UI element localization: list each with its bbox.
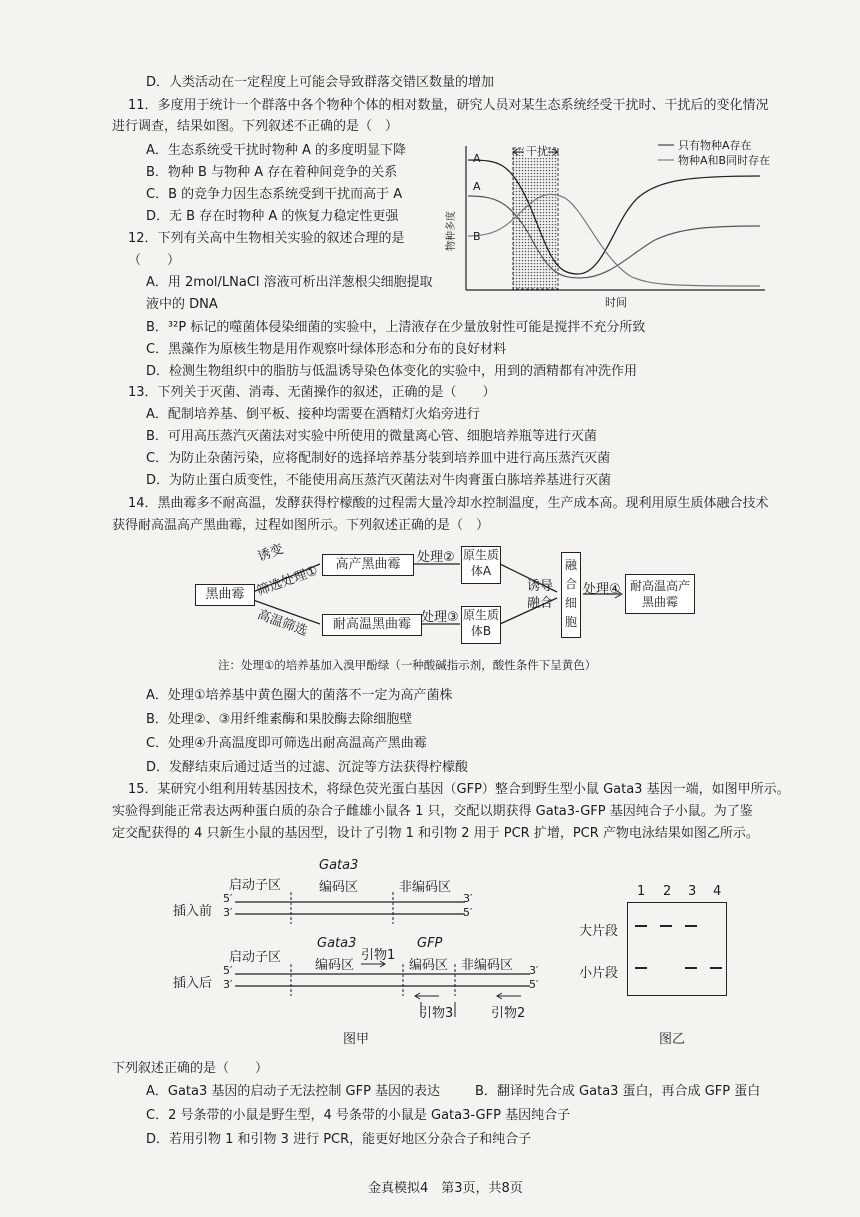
primer3-label: 引物3 (419, 1006, 454, 1021)
after-gata3: Gata3 (317, 936, 357, 951)
q14-flow-diagram (195, 542, 735, 648)
q12-option-d: D．检测生物组织中的脂肪与低温诱导染色体变化的实验中，用到的酒精都有冲洗作用 (146, 364, 638, 379)
node-high-yield: 高产黑曲霉 (322, 554, 414, 576)
q13-stem: 13．下列关于灭菌、消毒、无菌操作的叙述，正确的是（ ） (128, 385, 496, 400)
q11-stem-line2: 进行调查，结果如图。下列叙述不正确的是（ ） (112, 119, 399, 134)
after-gfp: GFP (417, 936, 443, 951)
curve-label-a2: A (473, 180, 481, 193)
q13-option-d: D．为防止蛋白质变性，不能使用高压蒸汽灭菌法对牛肉膏蛋白胨培养基进行灭菌 (146, 473, 612, 488)
label-before-insert: 插入前 (173, 904, 213, 919)
after-promoter: 启动子区 (229, 950, 282, 965)
q14-stem-line2: 获得耐高温高产黑曲霉，过程如图所示。下列叙述正确的是（ ） (112, 518, 490, 533)
after-5prime-top: 5′ (223, 964, 233, 977)
q11-option-b: B．物种 B 与物种 A 存在着种间竞争的关系 (146, 165, 398, 180)
q11-option-a: A．生态系统受干扰时物种 A 的多度明显下降 (146, 143, 407, 158)
before-gata3: Gata3 (319, 858, 359, 873)
after-3prime-bottom: 3′ (223, 978, 233, 991)
q15-figure-a (165, 852, 565, 1052)
large-fragment-label: 大片段 (579, 924, 619, 939)
node-final-strain: 耐高温高产黑曲霉 (625, 574, 695, 614)
after-noncoding: 非编码区 (461, 958, 514, 973)
small-fragment-label: 小片段 (579, 966, 619, 981)
q12-option-c: C．黑藻作为原核生物是用作观察叶绿体形态和分布的良好材料 (146, 342, 507, 357)
page-footer: 金真模拟4 第3页，共8页 (368, 1181, 523, 1196)
curve-a-with-b (468, 196, 760, 278)
q15-option-c: C．2 号条带的小鼠是野生型，4 号条带的小鼠是 Gata3-GFP 基因纯合子 (146, 1108, 571, 1123)
curve-b (468, 194, 760, 286)
gel-box (627, 902, 727, 996)
gel-lane-numbers (633, 884, 733, 900)
q15-stem-line3: 定交配获得的 4 只新生小鼠的基因型，设计了引物 1 和引物 2 用于 PCR 扩增，PCR 产物电泳结果如图乙所示。 (112, 826, 759, 841)
lane-4: 4 (713, 884, 722, 899)
q14-option-b: B．处理②、③用纤维素酶和果胶酶去除细胞壁 (146, 712, 413, 727)
label-treat2: 处理② (417, 550, 455, 565)
q13-option-a: A．配制培养基、倒平板、接种均需要在酒精灯火焰旁进行 (146, 407, 480, 422)
q11-stem-line1: 11．多度用于统计一个群落中各个物种个体的相对数量，研究人员对某生态系统经受干扰时、干扰后的变化情况 (128, 98, 769, 113)
after-gata3-coding: 编码区 (315, 958, 355, 973)
q10-option-d: D．人类活动在一定程度上可能会导致群落交错区数量的增加 (146, 75, 495, 90)
after-gfp-coding: 编码区 (409, 958, 449, 973)
q14-stem-line1: 14．黑曲霉多不耐高温，发酵获得柠檬酸的过程需大量冷却水控制温度，生产成本高。现利用原生质体融合技术 (128, 496, 769, 511)
q11-option-d: D．无 B 存在时物种 A 的恢复力稳定性更强 (146, 209, 399, 224)
curve-a-only (468, 160, 760, 274)
q15-figure-b (575, 852, 745, 1052)
label-induce-fusion: 诱导融合 (527, 579, 554, 611)
q15-option-b: B．翻译时先合成 Gata3 蛋白，再合成 GFP 蛋白 (475, 1084, 761, 1099)
x-axis-label: 时间 (605, 296, 627, 309)
q15-option-d: D．若用引物 1 和引物 3 进行 PCR，能更好地区分杂合子和纯合子 (146, 1132, 532, 1147)
band-lane4-small (710, 967, 722, 969)
primer2-label: 引物2 (491, 1006, 526, 1021)
q14-option-a: A．处理①培养基中黄色圈大的菌落不一定为高产菌株 (146, 688, 453, 703)
node-fused-cell: 融合细胞 (561, 552, 581, 638)
q12-option-a-line2: 液中的 DNA (146, 297, 218, 312)
label-treat3: 处理③ (421, 610, 459, 625)
q11-abundance-chart (440, 136, 790, 311)
q14-option-d: D．发酵结束后通过适当的过滤、沉淀等方法获得柠檬酸 (146, 760, 469, 775)
label-mutate: 诱变 (255, 541, 286, 565)
q14-diagram-note: 注：处理①的培养基加入溴甲酚绿（一种酸碱指示剂，酸性条件下呈黄色） (218, 658, 597, 672)
band-lane3-small (685, 967, 697, 969)
band-label: 干扰 (526, 145, 548, 158)
label-after-insert: 插入后 (173, 976, 213, 991)
before-5prime-top: 5′ (223, 892, 233, 905)
lane-3: 3 (688, 884, 697, 899)
curve-label-b: B (473, 230, 481, 243)
band-lane3-large (685, 925, 697, 927)
before-coding: 编码区 (319, 880, 359, 895)
q15-option-a: A．Gata3 基因的启动子无法控制 GFP 基因的表达 (146, 1084, 441, 1099)
q15-prompt: 下列叙述正确的是（ ） (112, 1061, 269, 1076)
curve-label-a1: A (473, 152, 481, 165)
band-lane1-large (635, 925, 647, 927)
label-screen1: 筛选处理① (255, 563, 320, 600)
lane-2: 2 (663, 884, 672, 899)
q12-stem-line2: （ ） (128, 253, 181, 268)
q12-stem-line1: 12．下列有关高中生物相关实验的叙述合理的是 (128, 231, 405, 246)
after-3prime-top: 3′ (529, 964, 539, 977)
primer1-label: 引物1 (361, 948, 396, 963)
node-heat-tolerant: 耐高温黑曲霉 (322, 614, 422, 636)
before-promoter: 启动子区 (229, 878, 282, 893)
q13-option-c: C．为防止杂菌污染，应将配制好的选择培养基分装到培养皿中进行高压蒸汽灭菌 (146, 451, 611, 466)
band-lane1-small (635, 967, 647, 969)
before-5prime-bottom: 5′ (463, 906, 473, 919)
figure-b-caption: 图乙 (659, 1032, 686, 1047)
before-noncoding: 非编码区 (399, 880, 452, 895)
figure-a-caption: 图甲 (343, 1032, 370, 1047)
node-protoplast-b: 原生质体B (461, 606, 501, 644)
after-5prime-bottom: 5′ (529, 978, 539, 991)
before-3prime-top: 3′ (463, 892, 473, 905)
node-start-strain: 黑曲霉 (195, 584, 255, 606)
legend-a-and-b: 物种A和B同时存在 (678, 154, 771, 167)
legend-a-only: 只有物种A存在 (678, 139, 752, 152)
band-lane2-large (660, 925, 672, 927)
q13-option-b: B．可用高压蒸汽灭菌法对实验中所使用的微量离心管、细胞培养瓶等进行灭菌 (146, 429, 597, 444)
q14-option-c: C．处理④升高温度即可筛选出耐高温高产黑曲霉 (146, 736, 427, 751)
label-heat-screen: 高温筛选 (255, 607, 310, 640)
y-axis-label: 物种多度 (446, 211, 457, 251)
before-3prime-bottom: 3′ (223, 906, 233, 919)
q15-stem-line1: 15．某研究小组利用转基因技术，将绿色荧光蛋白基因（GFP）整合到野生型小鼠 Gata3 基因一端，如图甲所示。 (128, 782, 790, 797)
q12-option-b: B．³²P 标记的噬菌体侵染细菌的实验中，上清液存在少量放射性可能是搅拌不充分所致 (146, 320, 646, 335)
node-protoplast-a: 原生质体A (461, 546, 501, 584)
q15-stem-line2: 实验得到能正常表达两种蛋白质的杂合子雌雄小鼠各 1 只，交配以期获得 Gata3-GFP 基因纯合子小鼠。为了鉴 (112, 804, 753, 819)
q11-option-c: C．B 的竞争力因生态系统受到干扰而高于 A (146, 187, 403, 202)
label-treat4: 处理④ (583, 582, 621, 597)
lane-1: 1 (637, 884, 646, 899)
q12-option-a-line1: A．用 2mol/LNaCl 溶液可析出洋葱根尖细胞提取 (146, 275, 433, 290)
